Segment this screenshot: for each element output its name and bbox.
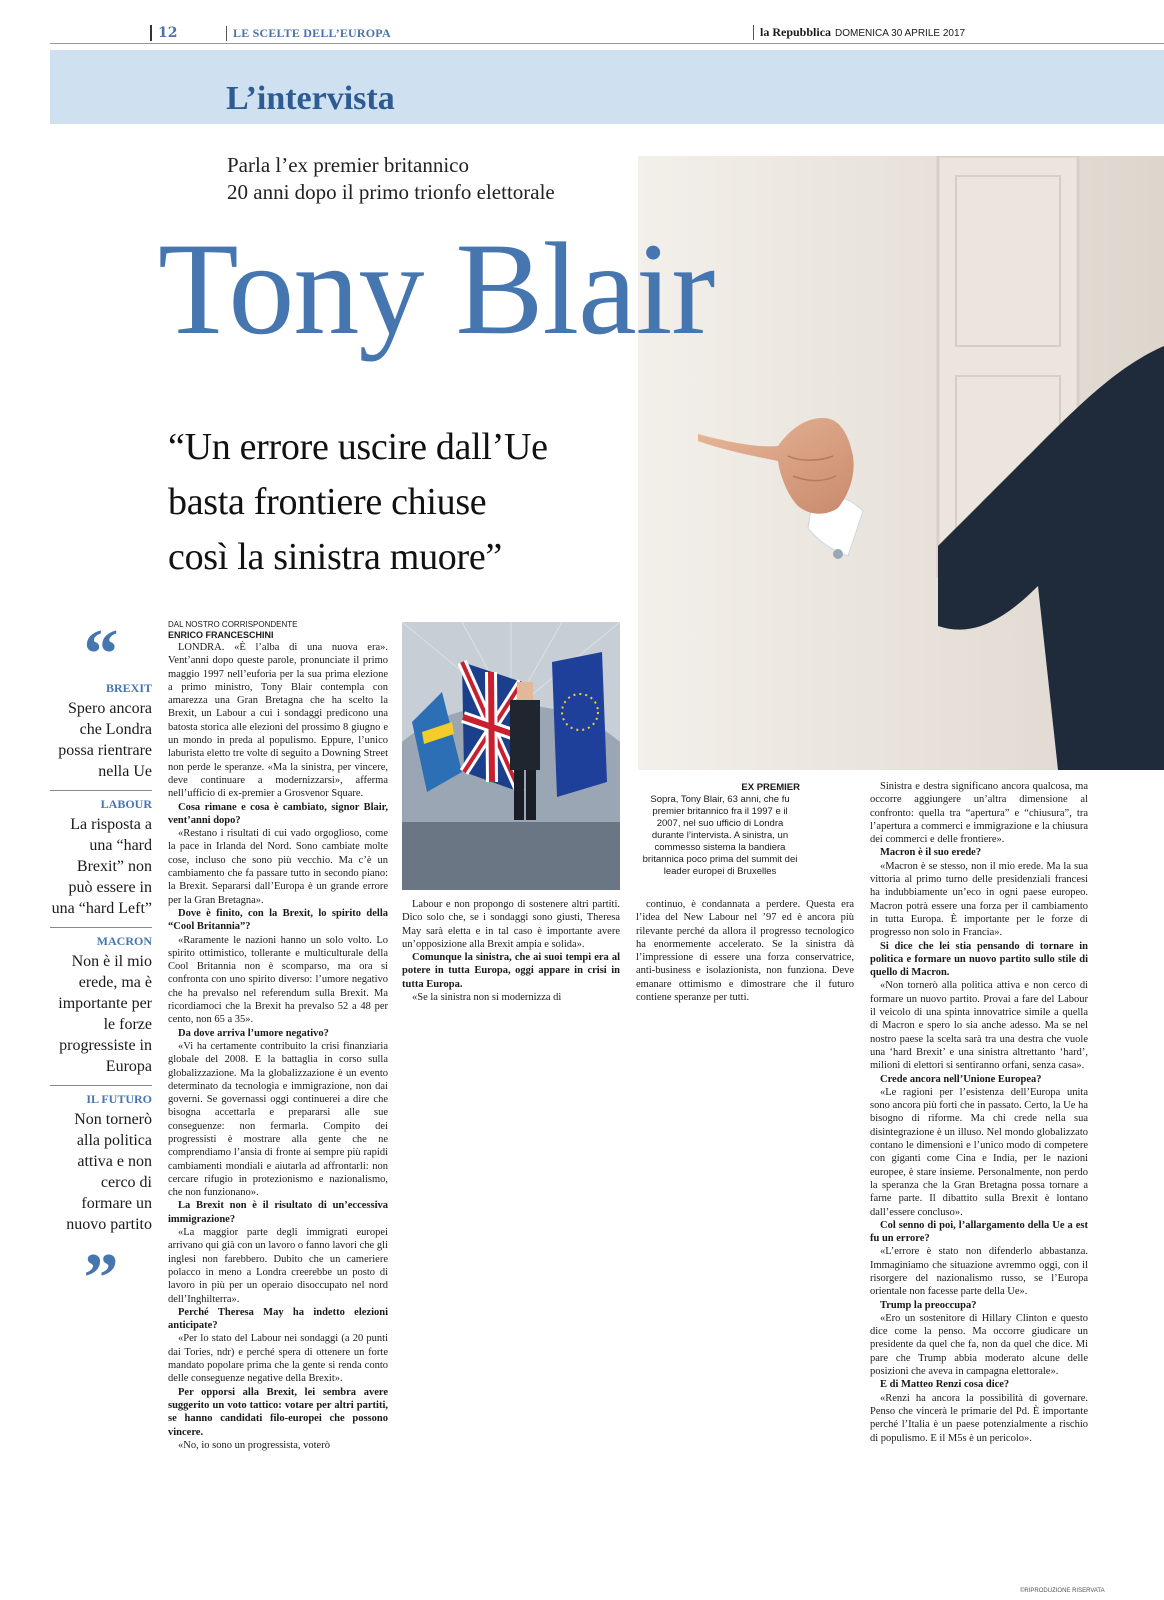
interview-question: Dove è finito, con la Brexit, lo spirito della “Cool Britannia”? — [168, 907, 388, 933]
masthead — [753, 25, 965, 40]
newspaper-name: la Repubblica — [760, 25, 832, 39]
highlight-labour — [50, 791, 152, 928]
caption-title: EX PREMIER — [741, 782, 800, 793]
main-photo-blair-pointing — [638, 156, 1164, 770]
copyright-notice: ©RIPRODUZIONE RISERVATA — [1020, 1588, 1105, 1594]
article-column-2 — [402, 898, 620, 1004]
open-quote-icon: “ — [83, 616, 119, 693]
highlight-macron — [50, 928, 152, 1086]
interview-question: La Brexit non è il risultato di un’eccessiva immigrazione? — [168, 1200, 388, 1225]
pull-quote — [168, 420, 638, 585]
page-header — [50, 22, 1164, 44]
paragraph: «Non tornerò alla politica attiva e non cerco di formare un nuovo partito. Provai a fare del Labour il veicolo di una spinta innovatrice simile a quella di Macron e spero lo sia anche adesso. Ma se nel nostro paese la scelta sarà tra una destra che vuole una ‘hard Brexit’ e una sinistra altrettanto ‘hard’, milioni di elettori si sentiranno orfani, senza casa». — [870, 980, 1088, 1072]
paragraph: «Se la sinistra non si modernizza di — [412, 992, 562, 1004]
interview-question: Perché Theresa May ha indetto elezioni anticipate? — [168, 1306, 388, 1332]
paragraph: «Macron è se stesso, non il mio erede. Ma la sua vittoria al primo turno delle presidenziali francesi ha indubbiamente un’eco in ogni paese europeo. Macron potrà essere una forza per il cambiamento in tutta Europa. È importante per le forze di progresso non solo in Francia». — [870, 860, 1088, 939]
interview-question: Crede ancora nell’Unione Europea? — [880, 1073, 1042, 1085]
highlight-label: MACRON — [96, 934, 152, 948]
photo-illustration — [638, 156, 1164, 770]
interview-question: Da dove arriva l’umore negativo? — [178, 1027, 329, 1039]
interview-question: Col senno di poi, l’allargamento della Ue a est fu un errore? — [870, 1219, 1088, 1245]
byline — [168, 620, 388, 641]
section-name: LE SCELTE DELL’EUROPA — [226, 26, 391, 41]
caption-text: Sopra, Tony Blair, 63 anni, che fu premier britannico fra il 1997 e il 2007, nel suo ufficio di Londra durante l’intervista. A sinistra, un commesso sistema la bandiera britannica poco prima del summit dei leader europei di Bruxelles — [642, 794, 798, 877]
paragraph: «Raramente le nazioni hanno un solo volto. Lo spirito ottimistico, tollerante e multiculturale della Cool Britannia non è scomparso, ma ora si confronta con uno spirito diverso: l’umore negativo che ha prevalso nel referendum sulla Brexit. Ma ricordiamoci che la Brexit ha prevalso 52 a 48 per cento, non 65 a 35». — [168, 934, 388, 1026]
kicker — [227, 152, 555, 206]
article-title: Tony Blair — [158, 215, 715, 362]
pull-quote-line-1: “Un errore uscire dall’Ue — [168, 426, 548, 468]
paragraph: «Per lo stato del Labour nei sondaggi (a 20 punti dai Tories, ndr) e perché spera di ottenere un forte mandato popolare prima che la gente si renda conto delle conseguenze negative della Brexit». — [168, 1333, 388, 1385]
paragraph: LONDRA. «È l’alba di una nuova era». Vent’anni dopo queste parole, pronunciate il primo maggio 1997 nell’euforia per la sua prima elezione a primo ministro, Tony Blair contempla con amarezza una Gran Bretagna che ha scelto la Brexit, un Labour a cui i sondaggi predicono una batosta storica alle elezioni del prossimo 8 giugno e un mondo in preda al populismo. Eppure, l’unico laburista eletto tre volte di seguito a Downing Street non perde le speranze. «Ma la sinistra, per vincere, deve continuare a modernizzarsi», afferma nell’ufficio di ex-premier a Grosvenor Square. — [168, 642, 388, 800]
highlights-sidebar — [50, 616, 152, 1317]
highlight-label: IL FUTURO — [86, 1092, 152, 1106]
pull-quote-line-3: così la sinistra muore” — [168, 536, 502, 578]
pull-quote-line-2: basta frontiere chiuse — [168, 481, 487, 523]
article-column-1 — [168, 620, 388, 1452]
paragraph: «Le ragioni per l’esistenza dell’Europa unita sono ancora più forti che in passato. Certo, la Ue ha bisogno di riforme. Ma chi crede nella sua disintegrazione è un illuso. Nel mondo globalizzato contano le dimensioni e l’unico modo di competere con giganti come Cina e India, per le nazioni europee, è stare insieme. Personalmente, non perdo la speranza che la Gran Bretagna possa tornare a farne parte. Il dibattito sulla Brexit è lontano dall’essere concluso». — [870, 1086, 1088, 1218]
flags-illustration — [402, 622, 620, 890]
rubric-banner — [50, 50, 1164, 124]
article-column-4 — [870, 780, 1088, 1445]
article-column-3 — [636, 898, 854, 1004]
paragraph: «Ero un sostenitore di Hillary Clinton e questo dice come la penso. Ma occorre giudicare un presidente da quel che fa, non da quel che dice. Mi pare che Trump abbia moderato alcune delle posizioni che aveva in campagna elettorale». — [870, 1312, 1088, 1378]
paragraph: Labour e non propongo di sostenere altri partiti. Dico solo che, se i sondaggi sono giusti, Theresa May sarà eletta e in tal caso è importante avere un’opposizione alla Brexit ampia e solida». — [402, 899, 620, 950]
highlight-future — [50, 1086, 152, 1243]
paragraph: «Renzi ha ancora la possibilità di governare. Penso che vincerà le primarie del Pd. È importante perché l’Italia è un paese potenzialmente a rischio di populismo. E il M5s è un pericolo». — [870, 1392, 1088, 1444]
issue-date: DOMENICA 30 APRILE 2017 — [835, 28, 966, 39]
paragraph: «Restano i risultati di cui vado orgoglioso, come la pace in Irlanda del Nord. Sono cambiate molte cose, incluso che sono più vecchio. Ma c’è un cambiamento che fa passare tutto in secondo piano: la Brexit. Separarsi dall’Europa è un grande errore per la Gran Bretagna». — [168, 828, 388, 906]
photo-caption — [640, 782, 800, 878]
highlight-text: La risposta a una “hard Brexit” non può essere in una “hard Left” — [51, 816, 152, 917]
paragraph: continuo, è condannata a perdere. Questa era l’idea del New Labour nel ’97 ed è ancora più rilevante perché da allora il progresso tecnologico ha enormemente accelerato. Se la sinistra dà l’impressione di essere una forza conservatrice, anti-business e isolazionista, non funziona. Deve emanare ottimismo e dimostrare che il futuro contiene speranze per tutti. — [636, 899, 854, 1004]
interview-question: Macron è il suo erede? — [880, 847, 982, 859]
highlight-text: Non è il mio erede, ma è importante per le forze progressiste in Europa — [58, 953, 152, 1075]
highlight-label: BREXIT — [105, 681, 152, 695]
page-number: 12 — [150, 25, 177, 41]
paragraph: «L’errore è stato non difenderlo abbastanza. Immaginiamo che situazione avremmo oggi, con il risorgere del nazionalismo russo, se l’Europa orientale non facesse parte della Ue». — [870, 1246, 1088, 1298]
interview-question: Comunque la sinistra, che ai suoi tempi era al potere in tutta Europa, oggi appare in crisi in tutta Europa. — [402, 952, 620, 990]
kicker-line-2: 20 anni dopo il primo trionfo elettorale — [227, 180, 555, 204]
interview-question: Cosa rimane e cosa è cambiato, signor Blair, vent’anni dopo? — [168, 801, 388, 826]
flags-photo — [402, 622, 620, 890]
interview-question: E di Matteo Renzi cosa dice? — [880, 1379, 1010, 1391]
close-quote-icon: ” — [83, 1240, 119, 1317]
paragraph: «No, io sono un progressista, voterò — [178, 1439, 330, 1451]
highlight-label: LABOUR — [100, 797, 152, 811]
paragraph: «Vi ha certamente contribuito la crisi finanziaria globale del 2008. E la battaglia in corso sulla globalizzazione. Ma la globalizzazione è un evento determinato da tecnologia e immigrazione, non dai governi. Se governassi oggi continuerei a dire che bisogna accettarla e prepararsi alle sue conseguenze: non fermarla. Compito dei progressisti è mostrare alla gente che ne comprendiamo l’ansia di fronte ai sempre più rapidi cambiamenti mondiali e aiutarla ad affrontarli: non cercare rifugio in protezionismo e nazionalismo, che non funzionano». — [168, 1040, 388, 1199]
highlight-text: Non tornerò alla politica attiva e non cerco di formare un nuovo partito — [66, 1111, 152, 1233]
rubric-title: L’intervista — [226, 80, 395, 117]
highlight-text: Spero ancora che Londra possa rientrare nella Ue — [58, 700, 152, 780]
paragraph: «La maggior parte degli immigrati europei arrivano qui già con un lavoro o fanno lavori che gli inglesi non farebbero. Dubito che un cameriere polacco in meno a Londra creerebbe un posto di lavoro in più per un operaio disoccupato nel nord dell’Inghilterra». — [168, 1227, 388, 1305]
byline-author: ENRICO FRANCESCHINI — [168, 630, 274, 640]
byline-label: DAL NOSTRO CORRISPONDENTE — [168, 620, 298, 629]
interview-question: Trump la preoccupa? — [880, 1299, 977, 1311]
interview-question: Si dice che lei stia pensando di tornare in politica e formare un nuovo partito sullo stile di quello di Macron. — [870, 940, 1088, 979]
interview-question: Per opporsi alla Brexit, lei sembra avere suggerito un voto tattico: votare per altri partiti, se hanno candidati filo-europei che possono vincere. — [168, 1386, 388, 1438]
paragraph: Sinistra e destra significano ancora qualcosa, ma occorre aggiungere un’altra dimensione al confronto: quella tra “apertura” e “chiusura”, tra l’apertura a commerci e immigrazione e la chiusura dei commerci e delle frontiere». — [870, 781, 1088, 846]
kicker-line-1: Parla l’ex premier britannico — [227, 153, 469, 177]
